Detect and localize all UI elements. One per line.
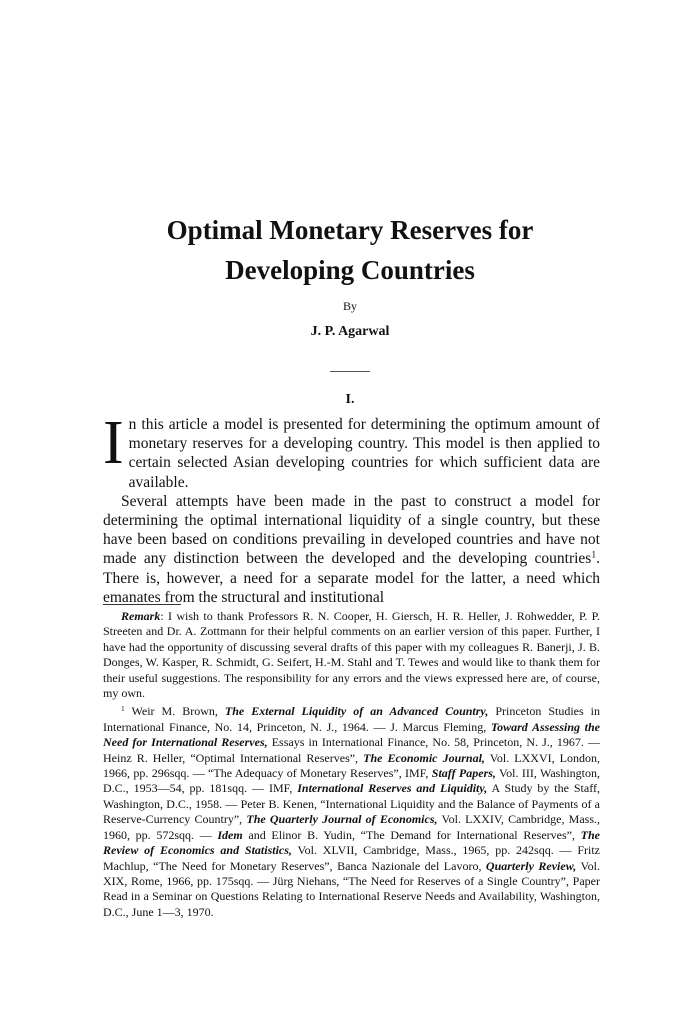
remark-label: Remark — [121, 609, 161, 623]
footnotes — [103, 609, 600, 923]
citation-text: Vol. III, Washington, D.C., 1953—54, pp. 181sqq. — IMF, — [103, 766, 601, 796]
author-name: J. P. Agarwal — [310, 324, 390, 339]
citation-title: International Reserves and Liquidity, — [297, 781, 488, 796]
citation-text: Weir M. Brown, — [124, 704, 225, 719]
paragraph-2-text-b: . There is, however, a need for a separate model for the latter, a need which emanates from the structural and institutional — [103, 550, 600, 606]
title-separator — [330, 371, 370, 372]
paragraph-2 — [103, 492, 600, 607]
citation-title: Toward Assessing the Need for International Reserves, — [103, 719, 601, 750]
footnote-1-text — [103, 704, 600, 918]
citation-text: Essays in International Finance, No. 58, Princeton, N. J., 1967. — Heinz R. Heller, “Optimal International Reserves”, — [103, 735, 600, 765]
section-number: I. — [345, 392, 355, 407]
drop-cap: I — [103, 409, 124, 477]
footnote-1-mark: 1 — [121, 704, 125, 714]
citation-text: Vol. LXXIV, Cambridge, Mass., 1960, pp. 572sqq. — — [103, 812, 600, 842]
citation-text: Vol. LXXVI, London, 1966, pp. 296sqq. — “The Adequacy of Monetary Reserves”, IMF, — [103, 750, 601, 781]
byline-label: By — [342, 299, 357, 313]
paragraph-1 — [103, 409, 600, 492]
citation-text: A Study by the Staff, Washington, D.C., 1958. — Peter B. Kenen, “International Liquidity and the Balance of Payments of a Reserve-Currency Country”, — [103, 781, 600, 827]
paragraph-1-text: n this article a model is presented for determining the optimum amount of monetary reserves for a developing country. This model is then applied to certain selected Asian developing countries for which sufficient data are available. — [128, 416, 600, 491]
footnote-ref-1[interactable]: 1 — [591, 550, 597, 562]
remark-text: : I wish to thank Professors R. N. Cooper, H. Giersch, H. R. Heller, J. Rohwedder, P. P. Streeten and Dr. A. Zottmann for their helpful comments on an earlier version of this paper. Further, I have had the opportunity of discussing several drafts of this paper with my colleagues R. Banerji, J. B. Donges, W. Kasper, R. Schmidt, G. Seifert, H.-M. Stahl and T. Tewes and would like to thank them for their useful suggestions. The responsibility for any errors and the views expressed here are, of course, my own. — [103, 609, 600, 701]
title-line-2: Developing Countries — [225, 255, 475, 285]
footnote-1 — [103, 704, 600, 920]
footnote-rule — [103, 604, 181, 605]
citation-text: Vol. XIX, Rome, 1966, pp. 175sqq. — Jürg Niehans, “The Need for Reserves of a Single Country”, Paper Read in a Seminar on Questions Relating to International Reserve Needs and Availability, Washington, D.C., June 1—3, 1970. — [103, 858, 600, 919]
citation-title: Quarterly Review, — [485, 858, 577, 873]
citation-title: The Review of Economics and Statistics, — [103, 827, 600, 858]
title-line-1: Optimal Monetary Reserves for — [166, 215, 534, 245]
citation-title: The Economic Journal, — [363, 750, 485, 765]
body-text — [103, 409, 600, 607]
paragraph-2-text-a: Several attempts have been made in the past to construct a model for determining the optimal international liquidity of a single country, but these have been based on conditions prevailing in developed countries and have not made any distinction between the developed and the developing countries — [103, 492, 600, 568]
citation-title: Idem — [217, 827, 243, 842]
citation-text: Princeton Studies in International Finance, No. 14, Princeton, N. J., 1964. — J. Marcus Fleming, — [103, 704, 600, 734]
citation-title: The Quarterly Journal of Economics, — [246, 812, 438, 827]
citation-title: The External Liquidity of an Advanced Country, — [224, 704, 489, 719]
citation-title: Staff Papers, — [431, 766, 496, 781]
article-title — [0, 210, 700, 290]
footnote-remark — [103, 609, 600, 701]
citation-text: and Elinor B. Yudin, “The Demand for International Reserves”, — [242, 827, 581, 842]
citation-text: Vol. XLVII, Cambridge, Mass., 1965, pp. 242sqq. — Fritz Machlup, “The Need for Monetary Reserves”, Banca Nazionale del Lavoro, — [103, 843, 601, 873]
